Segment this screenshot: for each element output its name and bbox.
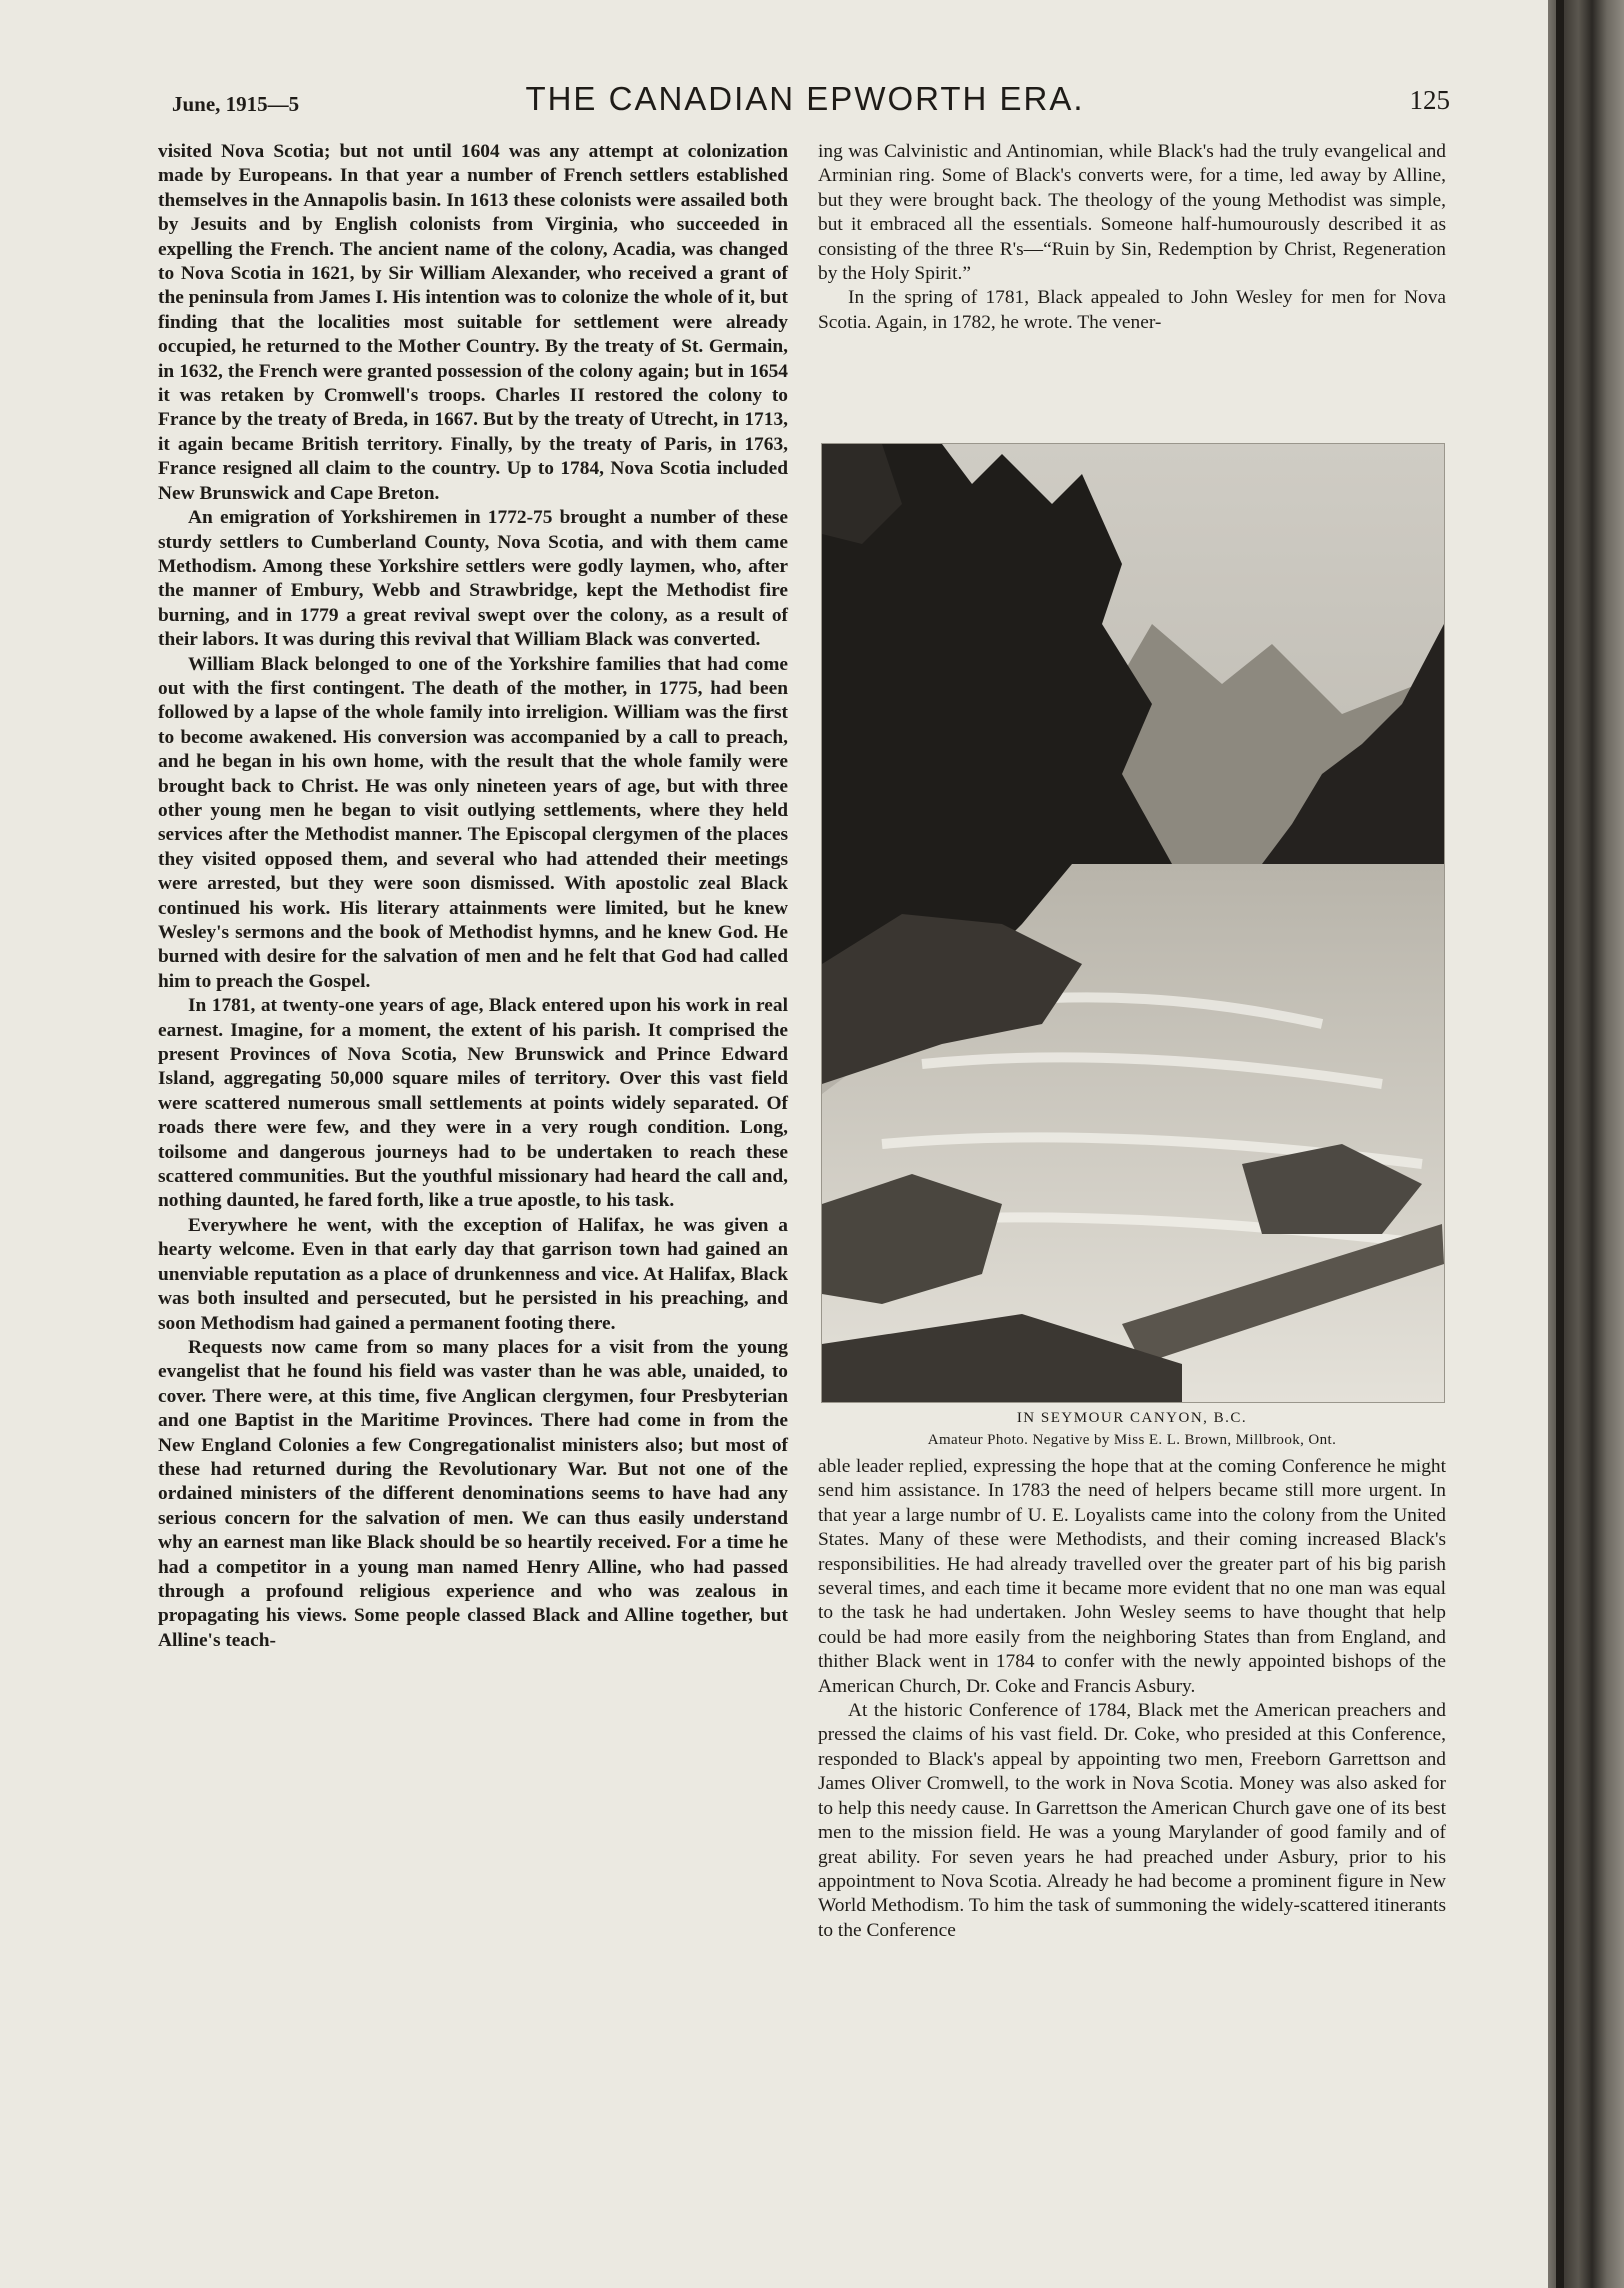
paragraph: At the historic Conference of 1784, Black met the American preachers and pressed the claims of his vast field. Dr. Coke, who presided at this Conference, responded to Black's appeal by appointing two men, Freeborn Garrettson and James Oliver Cromwell, to the work in Nova Scotia. Money was also asked for to help this needy cause. In Garrettson the American Church gave one of its best men to the mission field. He was a young Marylander of good family and of great ability. For seven years he had preached under Asbury, prior to his appointment to Nova Scotia. Already he had become a prominent figure in New World Methodism. To him the task of summoning the widely-scattered itinerants to the Conference	[818, 1700, 1446, 1941]
page-number: 125	[1409, 85, 1450, 115]
binding-edge	[1556, 0, 1564, 2288]
photo-caption-credit: Amateur Photo. Negative by Miss E. L. Brown, Millbrook, Ont.	[927, 1432, 1337, 1448]
paragraph: In 1781, at twenty-one years of age, Black entered upon his work in real earnest. Imagine, for a moment, the extent of his parish. It comprised the present Provinces of Nova Scotia, New Brunswick and Prince Edward Island, aggregating 50,000 square miles of territory. Over this vast field were scattered numerous small settlements at points widely separated. Of roads there were few, and they were in a very rough condition. Long, toilsome and dangerous journeys had to be undertaken to reach these scattered communities. But the youthful missionary had heard the call and, nothing daunted, he fared forth, like a true apostle, to his task.	[158, 995, 788, 1212]
page-header	[160, 80, 1450, 130]
photo-caption-title: IN SEYMOUR CANYON, B.C.	[1016, 1410, 1248, 1426]
paragraph: visited Nova Scotia; but not until 1604 was any attempt at colonization made by Europeans. In that year a number of French settlers established themselves in the Annapolis basin. In 1613 these colonists were assailed both by Jesuits and by English colonists from Virginia, who succeeded in expelling the French. The ancient name of the colony, Acadia, was changed to Nova Scotia in 1621, by Sir William Alexander, who received a grant of the peninsula from James I. His intention was to colonize the whole of it, but finding that the localities most suitable for settlement were already occupied, he returned to the Mother Country. By the treaty of St. Germain, in 1632, the French were granted possession of the colony again; but in 1654 it was retaken by Cromwell's troops. Charles II restored the colony to France by the treaty of Breda, in 1667. But by the treaty of Utrecht, in 1713, it again became British territory. Finally, by the treaty of Paris, in 1763, France resigned all claim to the country. Up to 1784, Nova Scotia included New Brunswick and Cape Breton.	[158, 141, 788, 504]
paragraph: ing was Calvinistic and Antinomian, while Black's had the truly evangelical and Arminian ring. Some of Black's converts were, for a time, led away by Alline, but they were brought back. The theology of the young Methodist was simple, but it embraced all the essentials. Someone half-humourously described it as consisting of the three R's—“Ruin by Sin, Redemption by Christ, Regeneration by the Holy Spirit.”	[818, 141, 1446, 285]
left-column	[158, 140, 788, 1653]
paragraph: Everywhere he went, with the exception of Halifax, he was given a hearty welcome. Even in that early day that garrison town had gained an unenviable reputation as a place of drunkenness and vice. At Halifax, Black was both insulted and persecuted, but he persisted in his preaching, and soon Methodism had gained a permanent footing there.	[158, 1214, 788, 1334]
right-column-top	[818, 140, 1446, 335]
magazine-title: THE CANADIAN EPWORTH ERA.	[525, 80, 1085, 117]
issue-date: June, 1915—5	[172, 92, 300, 116]
paragraph: Requests now came from so many places for a visit from the young evangelist that he found his field was vaster than he was able, unaided, to cover. There were, at this time, five Anglican clergymen, four Presbyterian and one Baptist in the Maritime Provinces. There had come in from the New England Colonies a few Congregationalist ministers also; but most of these had returned during the Revolutionary War. But not one of the ordained ministers of the different denominations seems to have had any serious concern for the salvation of men. We can thus easily understand why an earnest man like Black should be so heartily received. For a time he had a competitor in a young man named Henry Alline, who had passed through a profound religious experience and who was zealous in propagating his views. Some people classed Black and Alline together, but Alline's teach-	[158, 1336, 788, 1651]
canyon-photograph	[822, 444, 1444, 1402]
paragraph: William Black belonged to one of the Yorkshire families that had come out with the first contingent. The death of the mother, in 1775, had been followed by a lapse of the whole family into irreligion. William was the first to become awakened. His conversion was accompanied by a call to preach, and he began in his own home, with the result that the whole family were brought back to Christ. He was only nineteen years of age, but with three other young men he began to visit outlying settlements, where they held services after the Methodist manner. The Episcopal clergymen of the places they visited opposed them, and several who had attended their meetings were arrested, but they were soon dismissed. With apostolic zeal Black continued his work. His literary attainments were limited, but he knew Wesley's sermons and the book of Methodist hymns, and he knew God. He burned with desire for the salvation of men and he felt that God had called him to preach the Gospel.	[158, 653, 788, 992]
paragraph: An emigration of Yorkshiremen in 1772-75 brought a number of these sturdy settlers to Cumberland County, Nova Scotia, and with them came Methodism. Among these Yorkshire settlers were godly laymen, who, after the manner of Embury, Webb and Strawbridge, kept the Methodist fire burning, and in 1779 a great revival swept over the colony, as a result of their labors. It was during this revival that William Black was converted.	[158, 507, 788, 651]
paragraph: In the spring of 1781, Black appealed to John Wesley for men for Nova Scotia. Again, in 1782, he wrote. The vener-	[818, 287, 1446, 333]
paragraph: able leader replied, expressing the hope that at the coming Conference he might send him assistance. In 1783 the need of helpers became still more urgent. In that year a large numbr of U. E. Loyalists came into the colony from the United States. Many of these were Methodists, and their coming increased Black's responsibilities. He had already travelled over the greater part of his big parish several times, and each time it became more evident that no one man was equal to the task he had undertaken. John Wesley seems to have thought that help could be had more easily from the neighboring States than from England, and thither Black went in 1784 to confer with the newly appointed bishops of the American Church, Dr. Coke and Francis Asbury.	[818, 1456, 1446, 1697]
canyon-photo-image	[822, 444, 1444, 1402]
right-column-bottom	[818, 1455, 1446, 1943]
